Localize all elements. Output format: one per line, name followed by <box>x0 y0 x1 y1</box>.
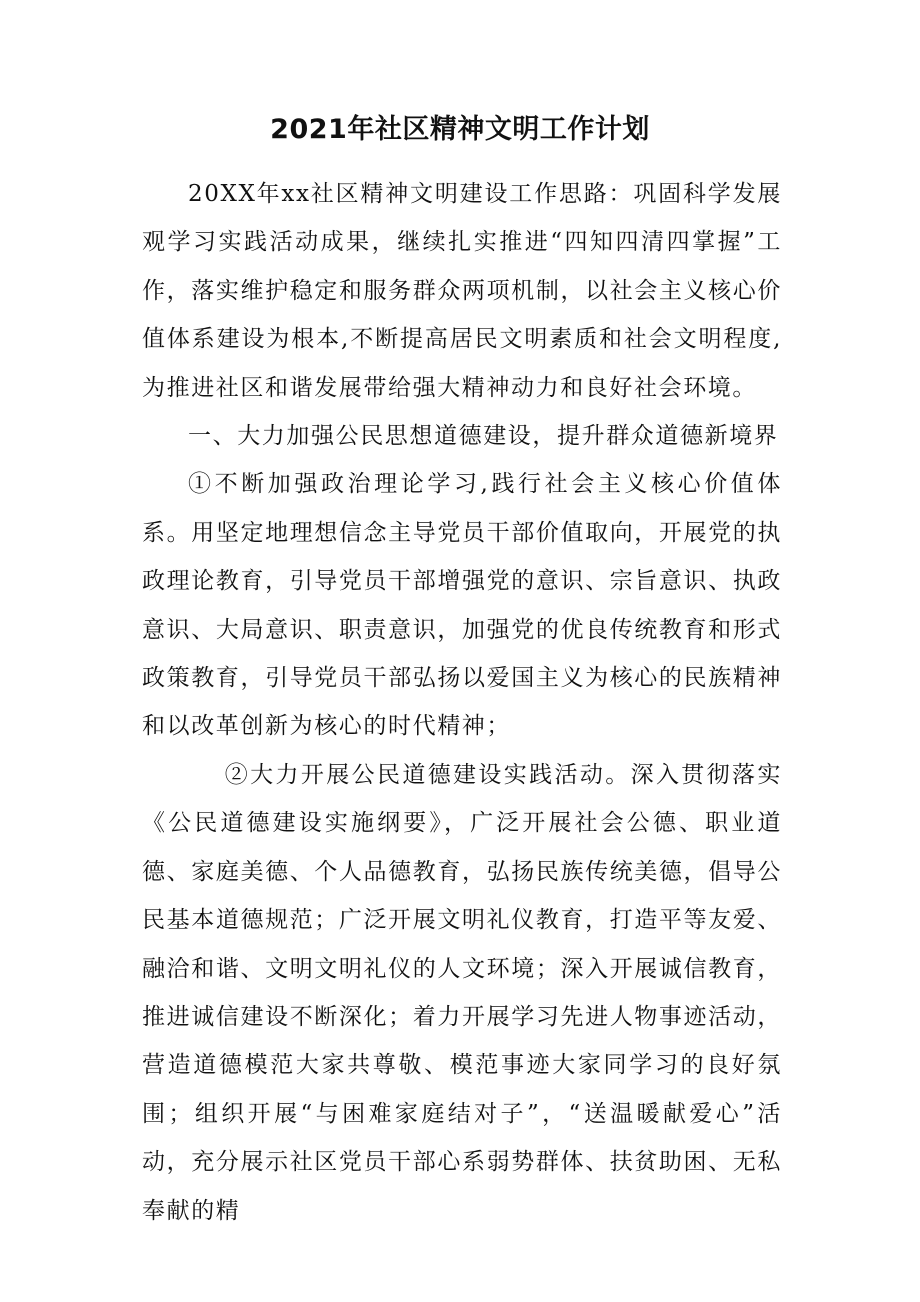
paragraph-work-approach: 20XX年xx社区精神文明建设工作思路：巩固科学发展观学习实践活动成果，继续扎实推进“四知四清四掌握”工作，落实维护稳定和服务群众两项机制，以社会主义核心价值体系建设为根本,不断提高居民文明素质和社会文明程度,为推进社区和谐发展带给强大精神动力和良好社会环境。 <box>142 181 782 401</box>
paragraph-item-1: ①不断加强政治理论学习,践行社会主义核心价值体系。用坚定地理想信念主导党员干部价值取向，开展党的执政理论教育，引导党员干部增强党的意识、宗旨意识、执政意识、大局意识、职责意识，加强党的优良传统教育和形式政策教育，引导党员干部弘扬以爱国主义为核心的民族精神和以改革创新为核心的时代精神； <box>142 471 782 740</box>
section-heading-1: 一、大力加强公民思想道德建设，提升群众道德新境界 <box>188 423 779 450</box>
paragraph-item-2: ②大力开展公民道德建设实践活动。深入贯彻落实《公民道德建设实施纲要》，广泛开展社会公德、职业道德、家庭美德、个人品德教育，弘扬民族传统美德，倡导公民基本道德规范；广泛开展文明礼仪教育，打造平等友爱、融洽和谐、文明文明礼仪的人文环境；深入开展诚信教育，推进诚信建设不断深化；着力开展学习先进人物事迹活动，营造道德模范大家共尊敬、模范事迹大家同学习的良好氛围；组织开展“与困难家庭结对子”，“送温暖献爱心”活动，充分展示社区党员干部心系弱势群体、扶贫助困、无私奉献的精 <box>142 761 782 1224</box>
document-body <box>142 170 782 1235</box>
document-title: 2021年社区精神文明工作计划 <box>270 114 650 145</box>
